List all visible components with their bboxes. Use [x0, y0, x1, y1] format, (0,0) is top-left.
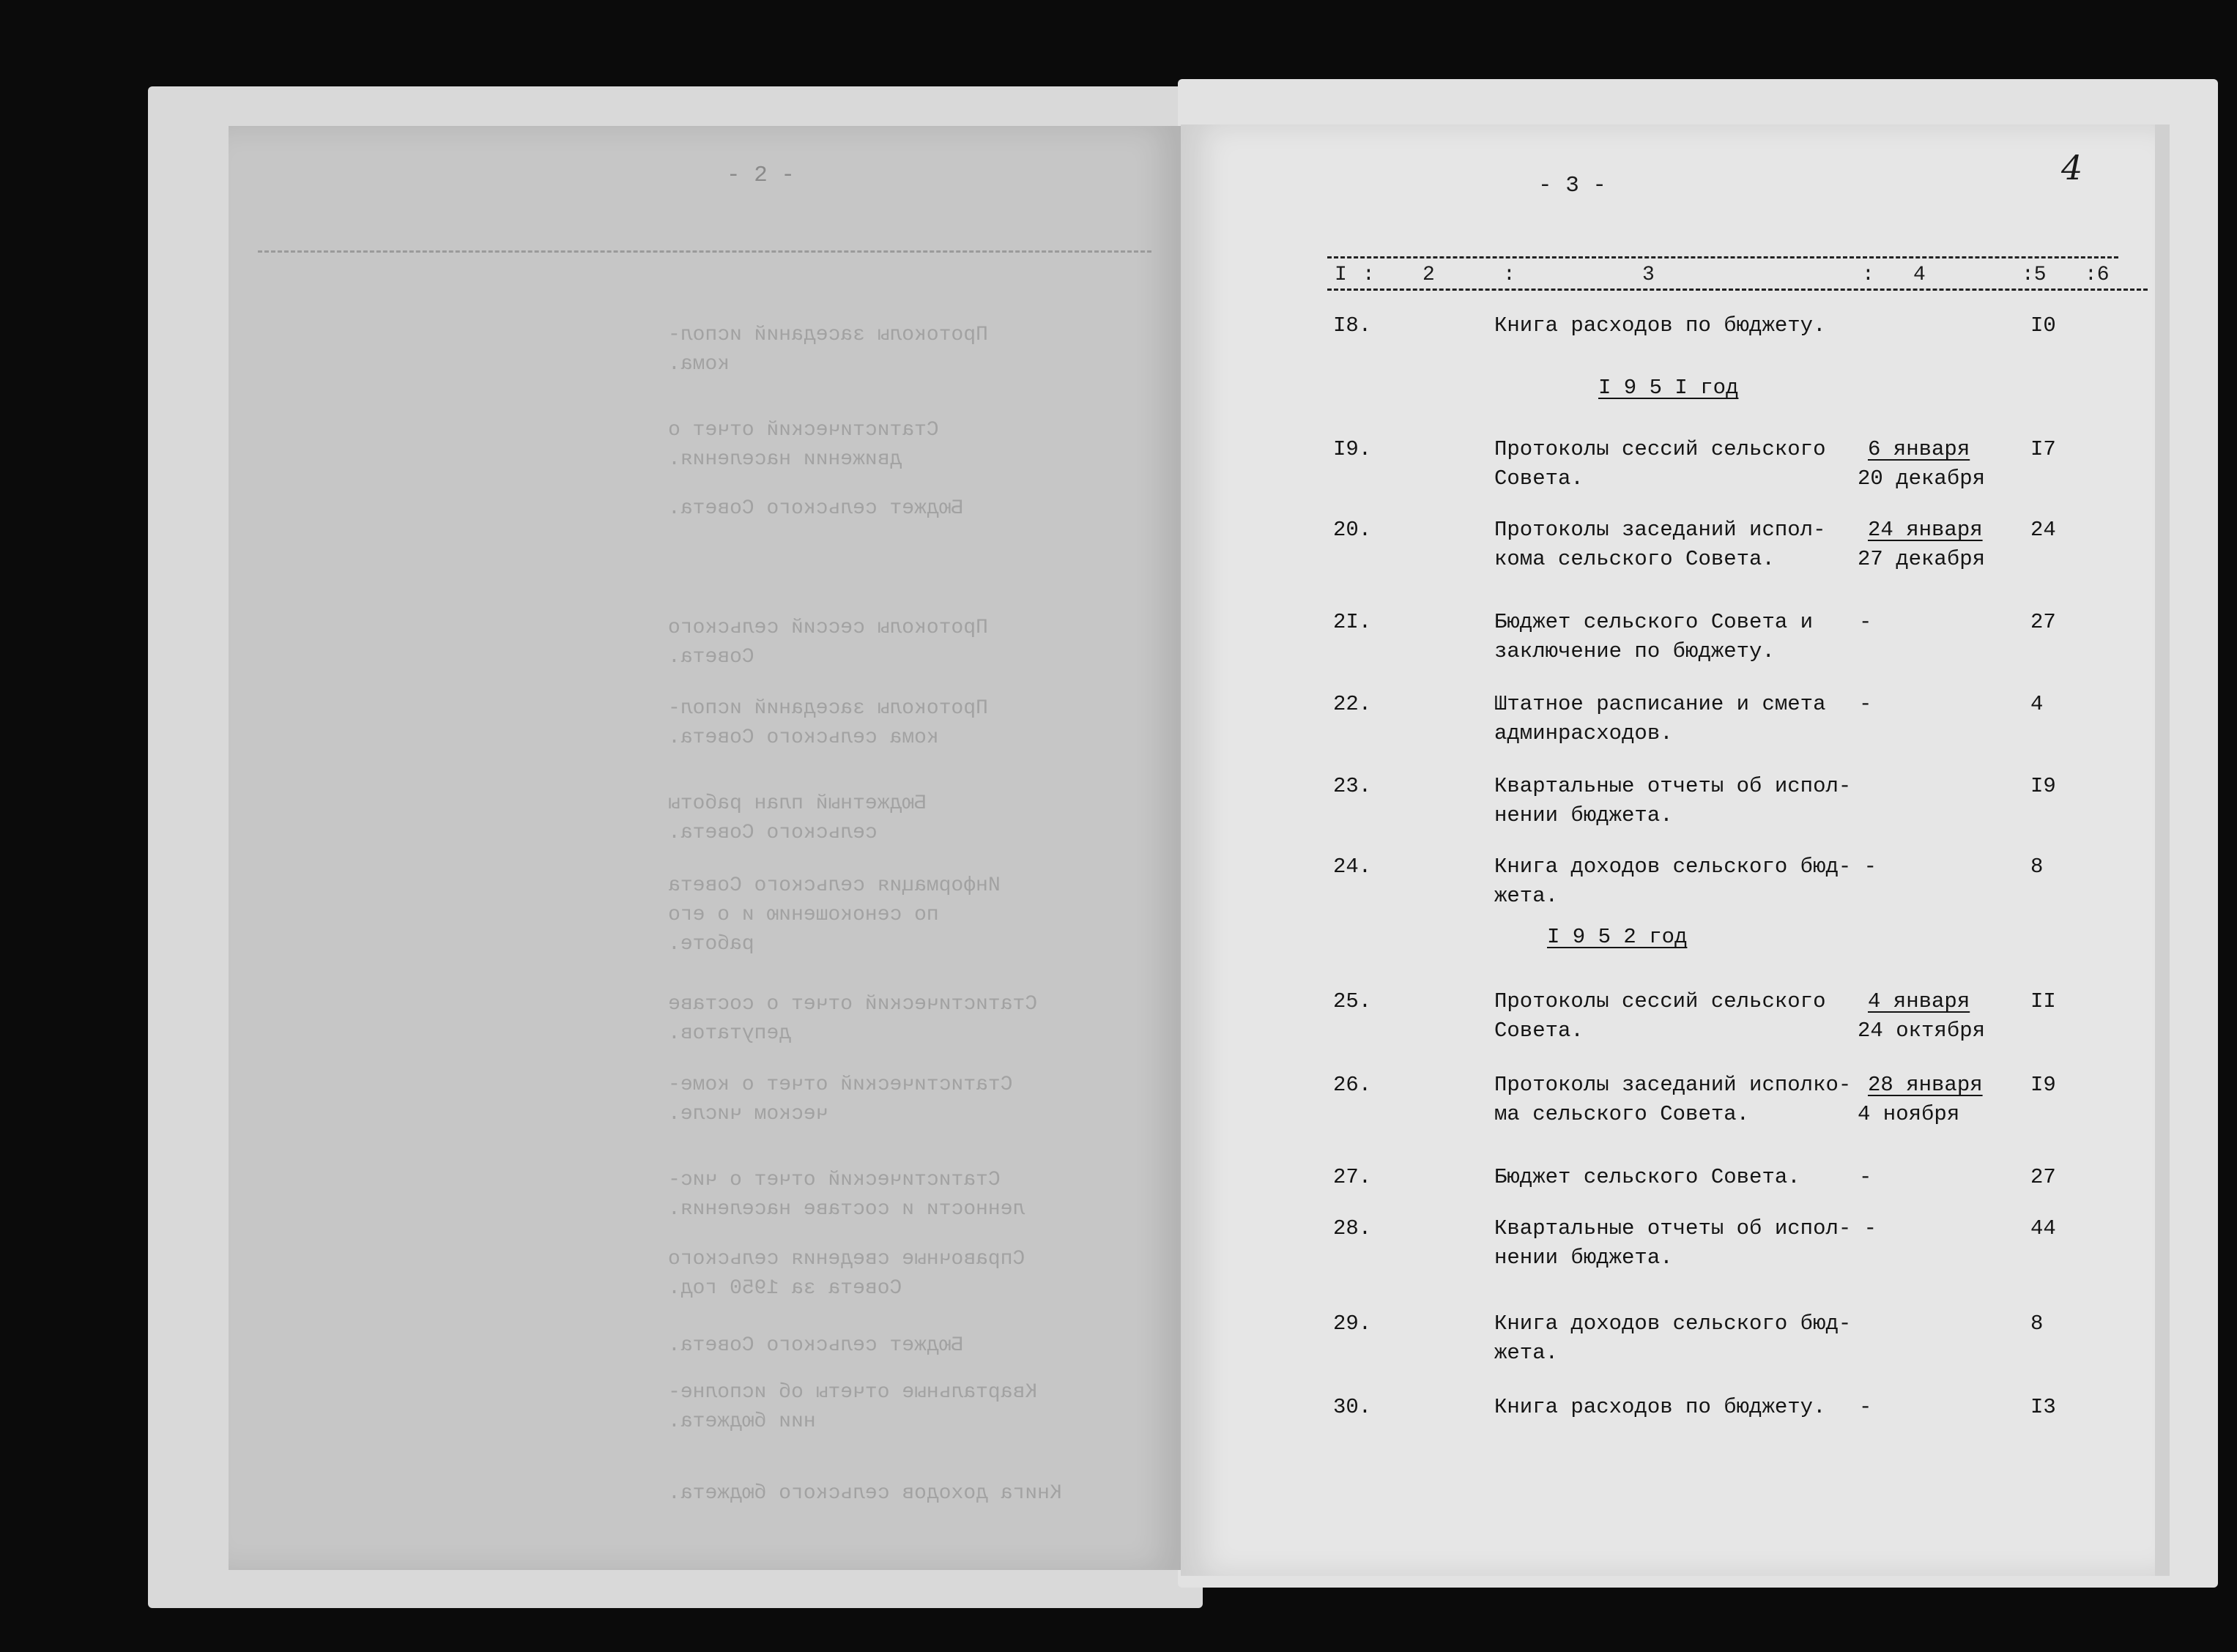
ghost-line: Статистический отчет о	[668, 419, 939, 442]
col-header-sep-2: :	[1503, 264, 1516, 286]
row-sheet-count: 44	[2030, 1216, 2056, 1240]
row-title-line: Книга доходов сельского бюд-	[1494, 1311, 1852, 1336]
row-title-line: ма сельского Совета.	[1494, 1102, 1750, 1126]
left-page-number: - 2 -	[727, 163, 795, 188]
ghost-line: Совета за 1950 год.	[668, 1277, 902, 1300]
col-header-sep-3: :	[1862, 264, 1874, 286]
row-title-line: кома сельского Совета.	[1494, 547, 1775, 571]
ghost-line: Протоколы сессий сельского	[668, 617, 988, 639]
row-number: I9.	[1333, 437, 1372, 461]
row-title-line: админрасходов.	[1494, 721, 1673, 745]
row-date: 28 января	[1868, 1073, 1983, 1097]
row-sheet-count: I7	[2030, 437, 2056, 461]
row-title-line: Квартальные отчеты об испол-	[1494, 774, 1852, 798]
ghost-line: Бюджетный план работы	[668, 792, 927, 815]
ghost-line: работе.	[668, 933, 754, 956]
ghost-line: Статистический отчет о коме-	[668, 1074, 1013, 1096]
header-rule-bottom	[1327, 289, 2148, 291]
row-date: 27 декабря	[1858, 547, 1986, 571]
row-date: 4 ноября	[1858, 1102, 1960, 1126]
row-date: 6 января	[1868, 437, 1970, 461]
row-number: 23.	[1333, 774, 1372, 798]
row-date: 4 января	[1868, 989, 1970, 1013]
row-number: 26.	[1333, 1073, 1372, 1097]
left-page	[229, 126, 1184, 1570]
row-title-line: Протоколы заседаний исполко-	[1494, 1073, 1852, 1097]
row-title-line: Книга расходов по бюджету.	[1494, 1395, 1826, 1419]
ghost-line: Бюджет сельского Совета.	[668, 497, 964, 520]
row-number: 22.	[1333, 692, 1372, 716]
row-number: I8.	[1333, 313, 1372, 338]
ghost-line: Книга доходов сельского бюджета.	[668, 1482, 1062, 1505]
ghost-line: Совета.	[668, 646, 754, 669]
row-title-line: заключение по бюджету.	[1494, 639, 1775, 663]
ghost-line: Статистический отчет о чис-	[668, 1169, 1001, 1191]
row-sheet-count: 24	[2030, 518, 2056, 542]
row-number: 27.	[1333, 1165, 1372, 1189]
page-edge	[2155, 124, 2170, 1576]
row-number: 30.	[1333, 1395, 1372, 1419]
col-header-sep-1: :	[1362, 264, 1375, 286]
row-title-line: Совета.	[1494, 1019, 1584, 1043]
sheet-number-handwritten: 4	[2061, 148, 2083, 187]
ghost-line: ческом числе.	[668, 1103, 828, 1125]
row-date-dash: -	[1859, 1165, 1872, 1189]
row-sheet-count: II	[2030, 989, 2056, 1013]
row-sheet-count: I9	[2030, 774, 2056, 798]
row-title-line: Бюджет сельского Совета.	[1494, 1165, 1800, 1189]
row-title-line: Книга доходов сельского бюд- -	[1494, 855, 1877, 879]
row-number: 20.	[1333, 518, 1372, 542]
ghost-line: нии бюджета.	[668, 1410, 816, 1433]
col-header-3: 3	[1642, 264, 1655, 286]
ghost-line: Протоколы заседаний испол-	[668, 697, 988, 720]
row-date: 20 декабря	[1858, 466, 1986, 491]
row-title-line: Квартальные отчеты об испол- -	[1494, 1216, 1877, 1240]
row-sheet-count: I0	[2030, 313, 2056, 338]
row-title-line: Книга расходов по бюджету.	[1494, 313, 1826, 338]
col-header-4: 4	[1913, 264, 1926, 286]
ghost-line: Справочные сведения сельского	[668, 1248, 1025, 1270]
row-sheet-count: 27	[2030, 610, 2056, 634]
ghost-line: кома сельского Совета.	[668, 726, 939, 749]
left-header-rule	[258, 250, 1151, 253]
ghost-line: Информация сельского Совета	[668, 874, 1001, 897]
row-number: 2I.	[1333, 610, 1372, 634]
row-title-line: жета.	[1494, 1341, 1559, 1365]
row-title-line: нении бюджета.	[1494, 1246, 1673, 1270]
right-page-number: - 3 -	[1538, 173, 1607, 198]
ghost-line: Статистический отчет о составе	[668, 993, 1038, 1016]
row-number: 25.	[1333, 989, 1372, 1013]
ghost-line: сельского Совета.	[668, 822, 878, 844]
row-date-dash: -	[1859, 692, 1872, 716]
row-number: 28.	[1333, 1216, 1372, 1240]
ghost-line: Протоколы заседаний испол-	[668, 324, 988, 346]
row-title-line: Совета.	[1494, 466, 1584, 491]
ghost-line: Квартальные отчеты об исполне-	[668, 1381, 1038, 1404]
col-header-2: 2	[1422, 264, 1435, 286]
row-date: 24 октября	[1858, 1019, 1986, 1043]
ghost-line: Бюджет сельского Совета.	[668, 1334, 964, 1357]
row-title-line: Протоколы заседаний испол-	[1494, 518, 1826, 542]
ghost-line: движении населения.	[668, 448, 902, 471]
row-title-line: жета.	[1494, 884, 1559, 908]
row-sheet-count: 4	[2030, 692, 2044, 716]
row-title-line: нении бюджета.	[1494, 803, 1673, 827]
row-sheet-count: 8	[2030, 855, 2044, 879]
col-header-1: I	[1335, 264, 1347, 286]
row-sheet-count: 27	[2030, 1165, 2056, 1189]
row-title-line: Бюджет сельского Совета и	[1494, 610, 1814, 634]
header-rule-top	[1327, 256, 2118, 258]
row-date-dash: -	[1859, 610, 1872, 634]
row-sheet-count: I9	[2030, 1073, 2056, 1097]
row-number: 29.	[1333, 1311, 1372, 1336]
section-year-heading: I 9 5 2 год	[1547, 925, 1688, 949]
row-title-line: Протоколы сессий сельского	[1494, 437, 1826, 461]
ghost-line: кома.	[668, 353, 730, 376]
col-header-5: :5	[2022, 264, 2047, 286]
row-number: 24.	[1333, 855, 1372, 879]
row-sheet-count: 8	[2030, 1311, 2044, 1336]
ghost-line: депутатов.	[668, 1022, 792, 1045]
row-title-line: Штатное расписание и смета	[1494, 692, 1826, 716]
row-date-dash: -	[1859, 1395, 1872, 1419]
section-year-heading: I 9 5 I год	[1598, 376, 1739, 400]
row-sheet-count: I3	[2030, 1395, 2056, 1419]
ghost-line: ленности и составе населения.	[668, 1198, 1025, 1221]
row-date: 24 января	[1868, 518, 1983, 542]
ghost-line: по сенокошению и о его	[668, 904, 939, 926]
right-page	[1181, 124, 2155, 1576]
col-header-6: :6	[2085, 264, 2110, 286]
row-title-line: Протоколы сессий сельского	[1494, 989, 1826, 1013]
